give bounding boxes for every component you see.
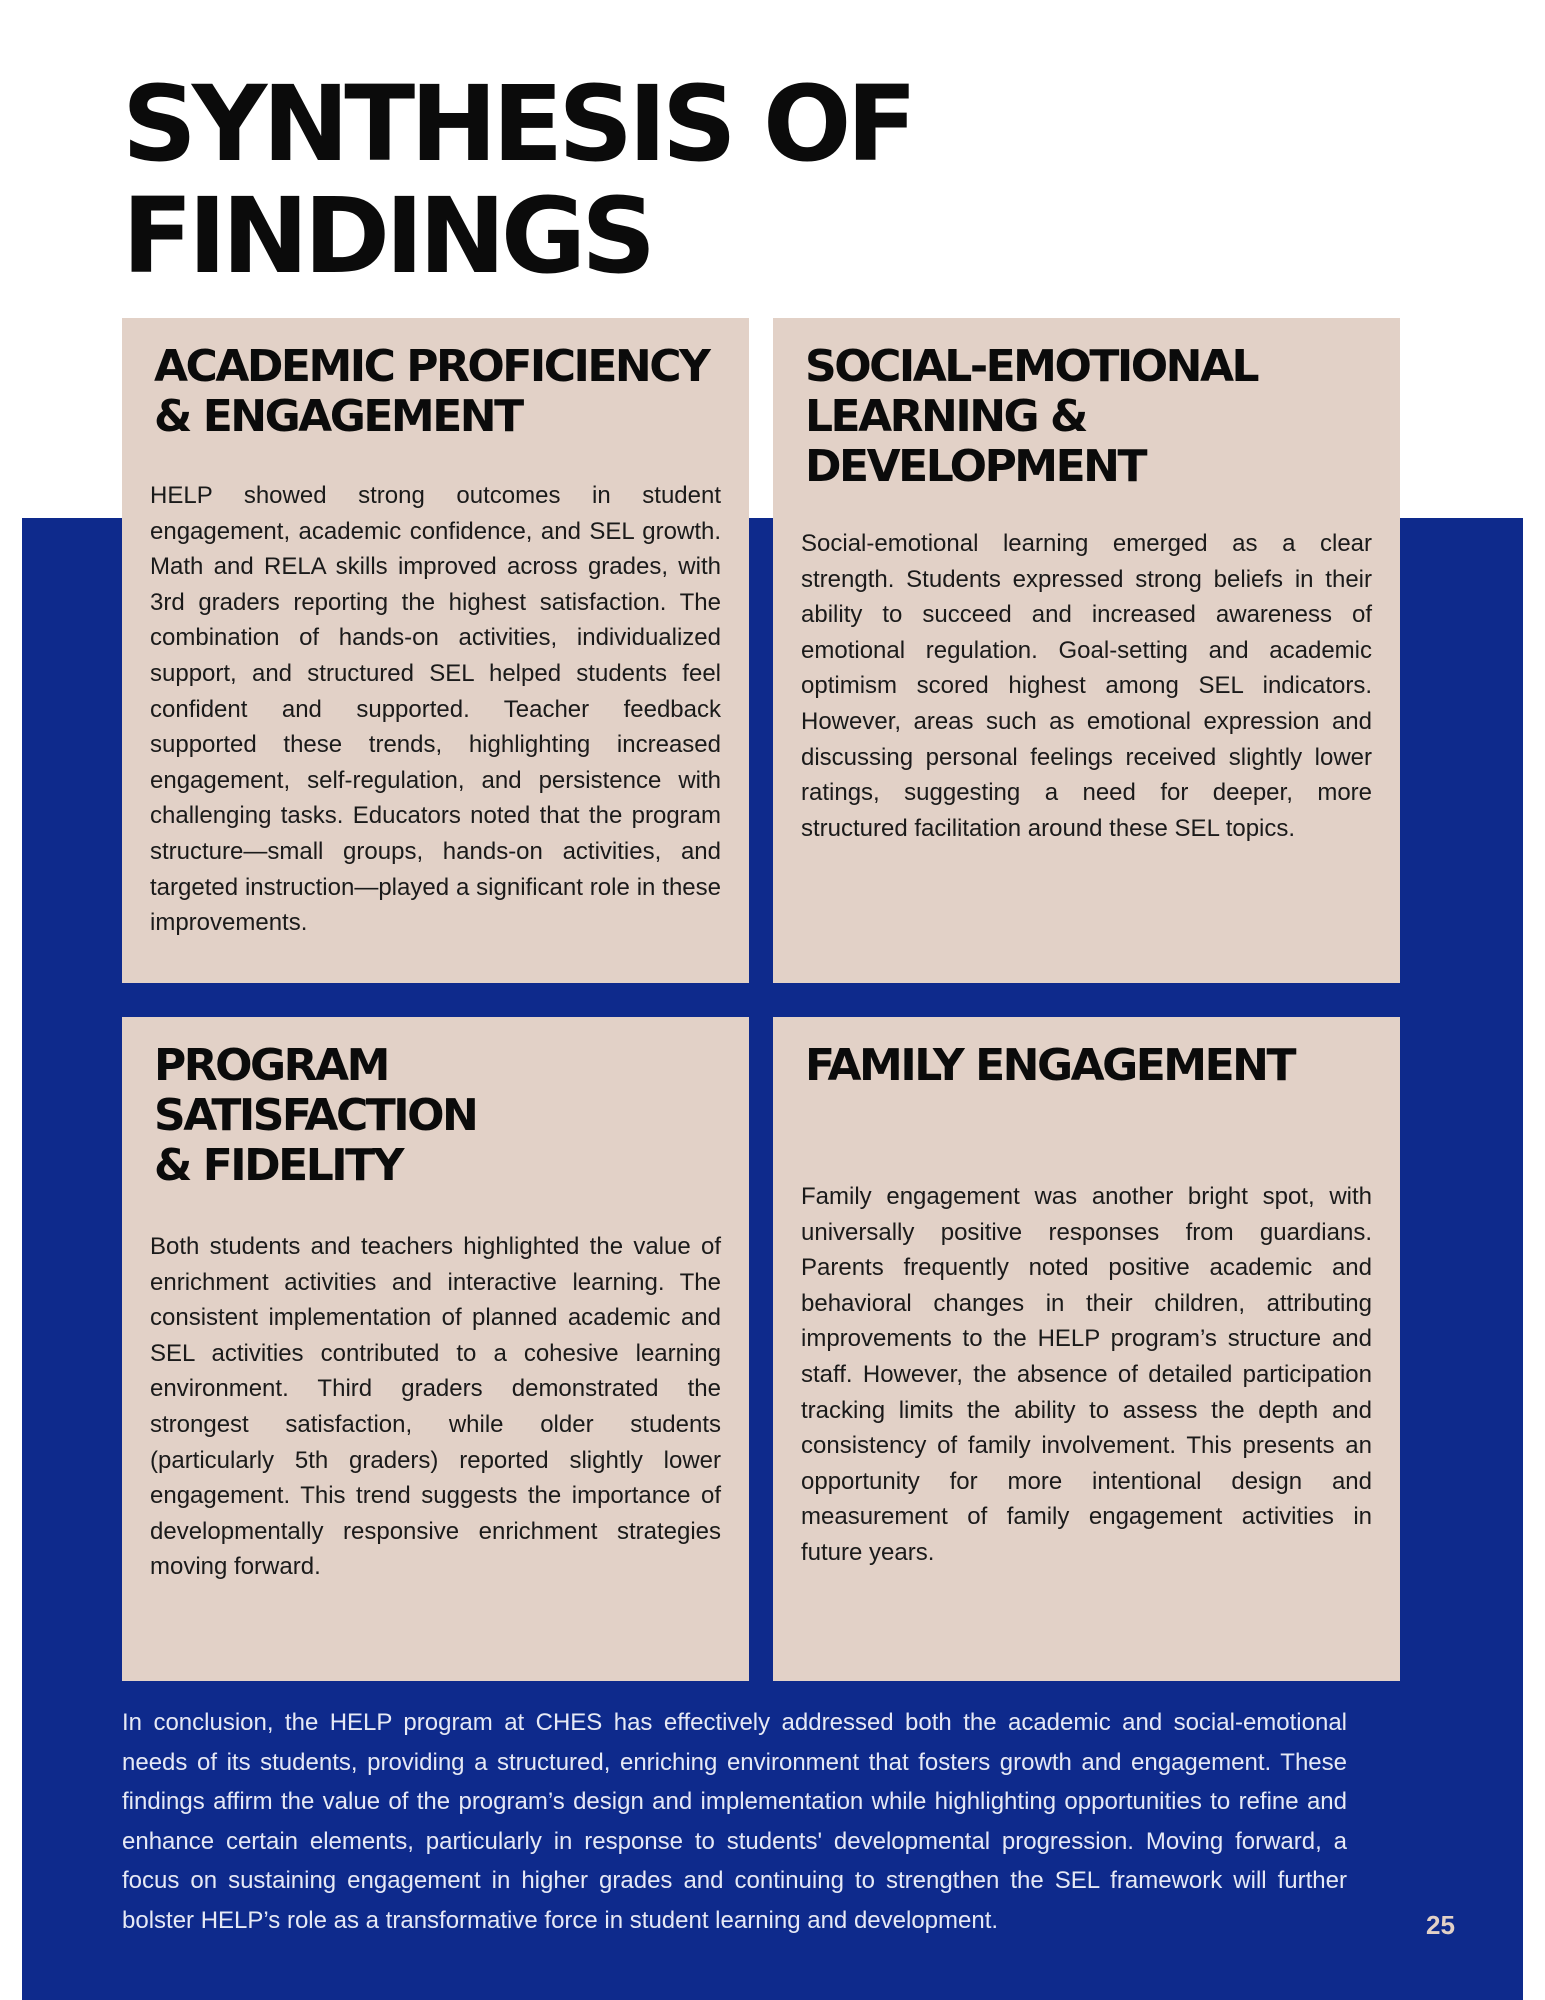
card-body: Both students and teachers highlighted the value of enrichment activities and interactive learning. The consistent implementation of planned academic and SEL activities contributed to a cohesive learning environment. Third graders demonstrated the strongest satisfaction, while older students (particularly 5th graders) reported slightly lower engagement. This trend suggests the importance of developmentally responsive enrichment strategies moving forward. [150, 1233, 721, 1581]
card-program-satisfaction [122, 1017, 749, 1681]
page-title-line-1: SYNTHESIS OF [122, 63, 913, 185]
card-heading-line: & ENGAGEMENT [154, 391, 522, 442]
card-family-engagement [773, 1017, 1400, 1681]
card-social-emotional-learning [773, 318, 1400, 983]
card-heading [805, 1041, 1372, 1091]
card-heading-line: DEVELOPMENT [805, 441, 1145, 492]
card-heading [805, 342, 1372, 492]
card-heading-line: SOCIAL-EMOTIONAL [805, 341, 1258, 392]
card-academic-proficiency [122, 318, 749, 983]
card-heading-line: PROGRAM SATISFACTION [154, 1040, 477, 1141]
card-heading-line: & FIDELITY [154, 1140, 402, 1191]
page-number: 25 [1426, 1910, 1455, 1940]
card-heading [154, 1041, 721, 1191]
card-heading [154, 342, 721, 442]
card-body: HELP showed strong outcomes in student engagement, academic confidence, and SEL growth. Math and RELA skills improved across grades, with 3rd graders reporting the highest satisfaction. The combination of hands-on activities, individualized support, and structured SEL helped students feel confident and supported. Teacher feedback supported these trends, highlighting increased engagement, self-regulation, and persistence with challenging tasks. Educators noted that the program structure—small groups, hands-on activities, and targeted instruction—played a significant role in these improvements. [150, 482, 721, 937]
card-body: Social-emotional learning emerged as a clear strength. Students expressed strong beliefs in their ability to succeed and increased awareness of emotional regulation. Goal-setting and academic optimism scored highest among SEL indicators. However, areas such as emotional expression and discussing personal feelings received slightly lower ratings, suggesting a need for deeper, more structured facilitation around these SEL topics. [801, 530, 1372, 842]
card-body: Family engagement was another bright spot, with universally positive responses from guardians. Parents frequently noted positive academic and behavioral changes in their children, attributing improvements to the HELP program’s structure and staff. However, the absence of detailed participation tracking limits the ability to assess the depth and consistency of family involvement. This presents an opportunity for more intentional design and measurement of family engagement activities in future years. [801, 1183, 1372, 1566]
card-heading-line: FAMILY ENGAGEMENT [805, 1040, 1294, 1091]
card-heading-line: ACADEMIC PROFICIENCY [154, 341, 709, 392]
page-title [122, 63, 913, 297]
conclusion-paragraph: In conclusion, the HELP program at CHES has effectively addressed both the academic and social-emotional needs of its students, providing a structured, enriching environment that fosters growth and engagement. These findings affirm the value of the program’s design and implementation while highlighting opportunities to refine and enhance certain elements, particularly in response to students' developmental progression. Moving forward, a focus on sustaining engagement in higher grades and continuing to strengthen the SEL framework will further bolster HELP’s role as a transformative force in student learning and development. [122, 1709, 1347, 1934]
card-heading-line: LEARNING & [805, 391, 1086, 442]
page-title-line-2: FINDINGS [122, 175, 652, 297]
